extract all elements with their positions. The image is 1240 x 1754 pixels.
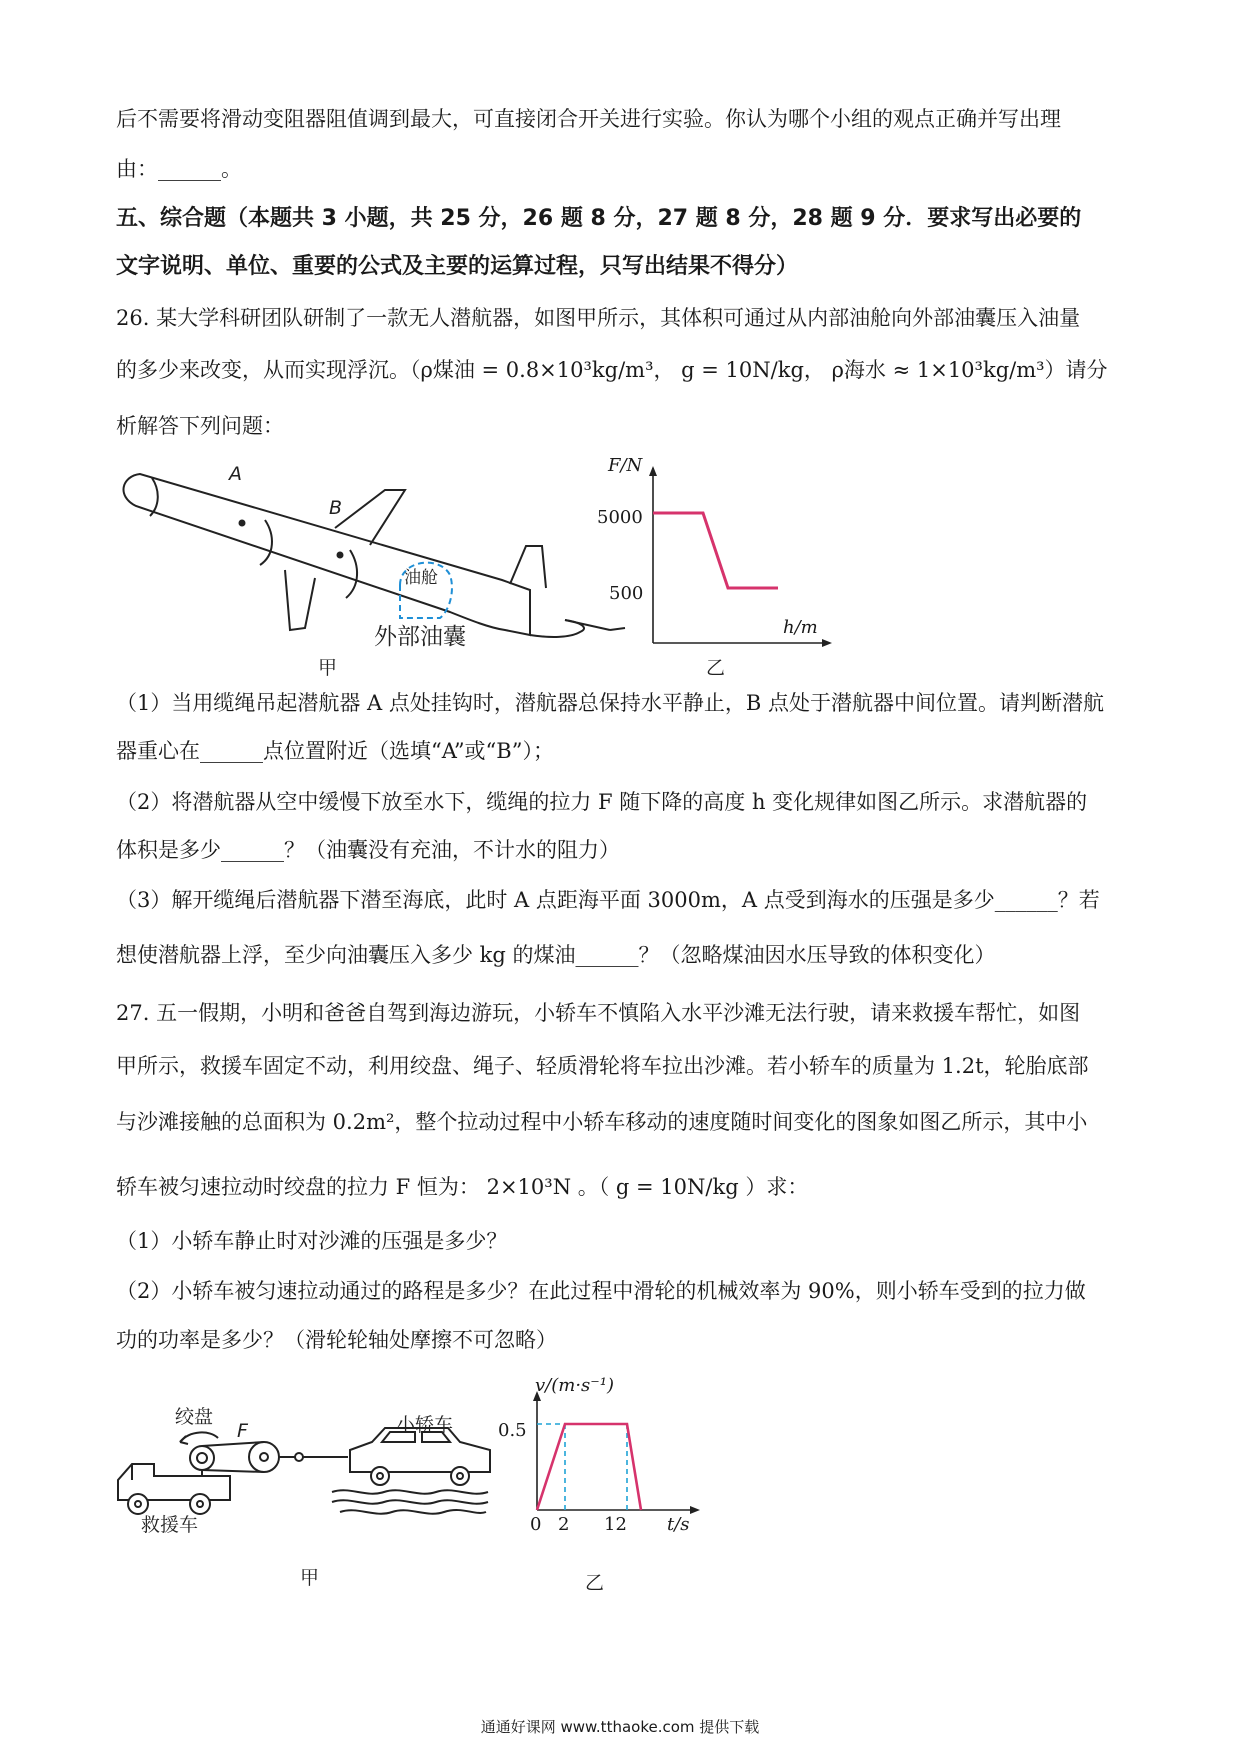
x-axis-arrow	[822, 639, 832, 647]
y-axis-label-text: F/N	[608, 455, 643, 476]
section-heading: 五、综合题（本题共 3 小题，共 25 分，26 题 8 分，27 题 8 分，28 题 9 分．要求写出必要的	[116, 206, 1082, 231]
caption-jia: 甲	[318, 657, 338, 679]
question-27-text: 27. 五一假期，小明和爸爸自驾到海边游玩，小轿车不慎陷入水平沙滩无法行驶，请来救援车帮忙，如图	[116, 1001, 1081, 1025]
question-26-text: 26. 某大学科研团队研制了一款无人潜航器，如图甲所示，其体积可通过从内部油舱向外部油囊压入油量	[116, 306, 1081, 330]
velocity-time-chart	[520, 1385, 720, 1525]
label-a: A	[229, 463, 242, 485]
car-label: 小轿车	[396, 1414, 454, 1436]
y-axis-label	[608, 455, 642, 476]
y-tick-500: 500	[609, 583, 644, 604]
question-27-1: （1）小轿车静止时对沙滩的压强是多少？	[116, 1229, 508, 1253]
point-a-marker	[239, 520, 246, 527]
question-26-text: 的多少来改变，从而实现浮沉。（ρ煤油 = 0.8×10³kg/m³， g = 10N/kg， ρ海水 ≈ 1×10³kg/m³）请分	[116, 358, 1108, 382]
x-axis-arrow	[690, 1506, 700, 1514]
point-b-marker	[337, 552, 344, 559]
question-27-2: （2）小轿车被匀速拉动通过的路程是多少？在此过程中滑轮的机械效率为 90%，则小轿车受到的拉力做	[116, 1279, 1086, 1303]
series-line	[653, 513, 778, 588]
y-axis-arrow	[649, 466, 657, 476]
question-26-1: 器重心在______点位置附近（选填“A”或“B”）；	[116, 739, 554, 763]
oil-bag-label: 外部油囊	[374, 624, 466, 650]
force-label: F	[237, 1420, 248, 1442]
x-tick-0: 0	[530, 1514, 542, 1535]
section-heading: 文字说明、单位、重要的公式及主要的运算过程，只写出结果不得分）	[116, 254, 799, 279]
y-tick-0.5: 0.5	[498, 1420, 527, 1441]
x-tick-2: 2	[558, 1514, 570, 1535]
question-26-3: （3）解开缆绳后潜航器下潜至海底，此时 A 点距海平面 3000m，A 点受到海水的压强是多少______？若	[116, 888, 1100, 912]
y-axis-label	[535, 1375, 614, 1396]
series-line	[537, 1424, 641, 1510]
caption-yi-27: 乙	[585, 1572, 605, 1594]
label-b: B	[329, 497, 343, 519]
submarine-diagram	[110, 460, 590, 670]
question-26-2: （2）将潜航器从空中缓慢下放至水下，缆绳的拉力 F 随下降的高度 h 变化规律如图乙所示。求潜航器的	[116, 790, 1088, 814]
question-26-2: 体积是多少______？（油囊没有充油，不计水的阻力）	[116, 838, 620, 862]
winch-label: 绞盘	[175, 1406, 214, 1428]
question-26-text: 析解答下列问题：	[116, 414, 284, 438]
question-27-2: 功的功率是多少？（滑轮轮轴处摩擦不可忽略）	[116, 1328, 557, 1352]
x-axis-label: h/m	[783, 617, 818, 638]
oil-tank-label: 油舱	[404, 568, 438, 588]
truck-label: 救援车	[141, 1514, 199, 1536]
text-line: 由：______。	[116, 157, 242, 181]
x-tick-12: 12	[604, 1514, 627, 1535]
footer: 通通好课网 www.tthaoke.com 提供下载	[480, 1718, 760, 1736]
text-line: 后不需要将滑动变阻器阻值调到最大，可直接闭合开关进行实验。你认为哪个小组的观点正确并写出理	[116, 107, 1061, 131]
y-axis-label-text: v/(m·s⁻¹)	[535, 1375, 615, 1396]
y-tick-5000: 5000	[597, 507, 643, 528]
question-27-text: 与沙滩接触的总面积为 0.2m²，整个拉动过程中小轿车移动的速度随时间变化的图象如图乙所示，其中小	[116, 1110, 1088, 1134]
question-27-text: 轿车被匀速拉动时绞盘的拉力 F 恒为： 2×10³N 。（ g = 10N/kg ）求：	[116, 1175, 809, 1199]
question-27-text: 甲所示，救援车固定不动，利用绞盘、绳子、轻质滑轮将车拉出沙滩。若小轿车的质量为 1.2t，轮胎底部	[116, 1054, 1089, 1078]
question-26-3: 想使潜航器上浮，至少向油囊压入多少 kg 的煤油______？（忽略煤油因水压导致的体积变化）	[116, 943, 996, 967]
question-26-1: （1）当用缆绳吊起潜航器 A 点处挂钩时，潜航器总保持水平静止，B 点处于潜航器中间位置。请判断潜航	[116, 691, 1104, 715]
x-axis-label: t/s	[667, 1514, 690, 1535]
caption-jia-27: 甲	[300, 1567, 320, 1589]
caption-yi: 乙	[706, 657, 726, 679]
